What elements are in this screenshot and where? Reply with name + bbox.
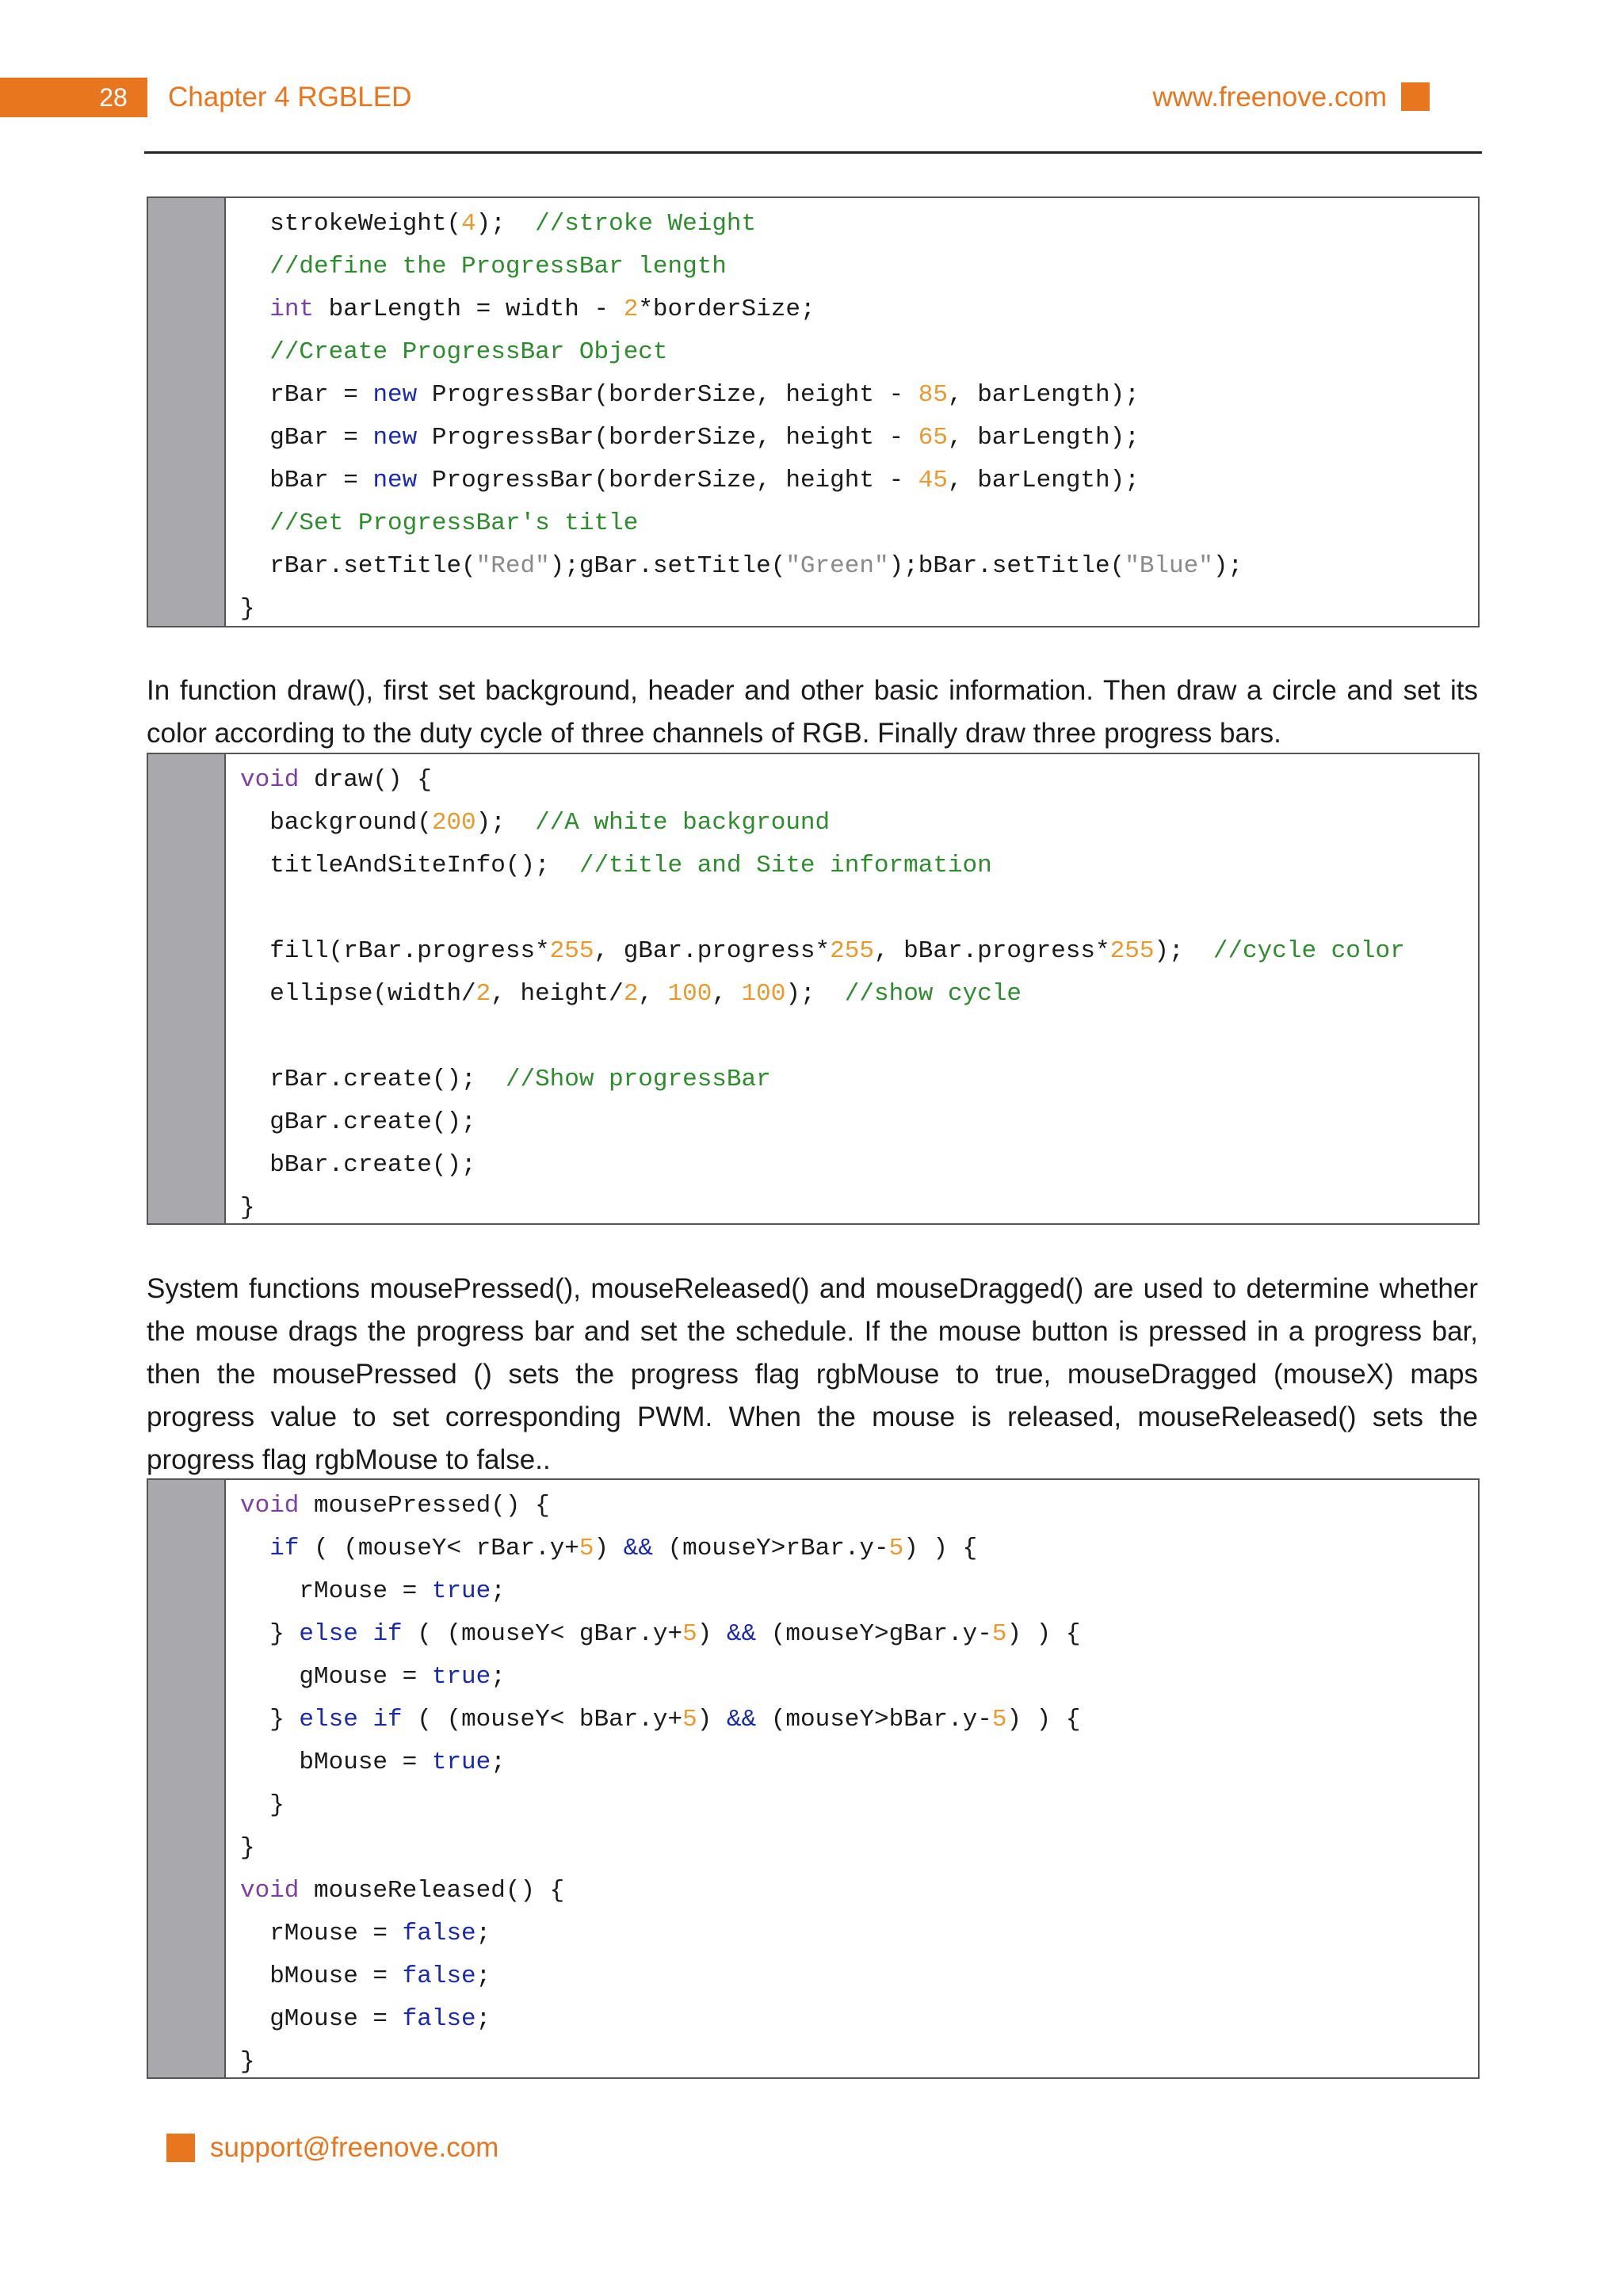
code-token: gBar.create(); [240,1108,476,1136]
code-line [240,502,1470,545]
code-token: 5 [991,1706,1007,1733]
code-token: true [431,1577,491,1605]
code-token: 5 [888,1535,904,1562]
code-token: 5 [579,1535,594,1562]
code-token: ) [697,1620,727,1648]
code-token: void [240,1877,300,1905]
code-gutter [148,198,226,626]
code-token: new [372,424,418,452]
code-lines [240,759,1470,1230]
code-token: (mouseY>gBar.y- [756,1620,992,1648]
code-token: ( [446,210,462,238]
code-token: 65 [918,424,948,452]
code-line [240,1570,1470,1613]
code-lines [240,1485,1470,2084]
code-line [240,417,1470,460]
code-token: ; [475,2005,491,2033]
site-link[interactable]: www.freenove.com [1152,82,1387,113]
code-token: 255 [830,937,874,965]
code-line [240,1656,1470,1699]
code-line [240,374,1470,417]
code-token: && [726,1620,757,1648]
code-token: ) ) { [1006,1706,1081,1733]
site-square-icon [1401,82,1430,111]
code-token: ellipse(width/ [240,980,476,1008]
code-token: mouseReleased() { [299,1877,565,1905]
code-token: 255 [1109,937,1155,965]
paragraph-mouse: System functions mousePressed(), mouseReleased() and mouseDragged() are used to determine whether the mouse drags the progress bar and set the schedule. If the mouse button is pressed in a progress bar, then the mousePressed () sets the progress flag rgbMouse to true, mouseDragged (mouseX) maps progress value to set corresponding PWM. When the mouse is released, mouseReleased() sets the progress flag rgbMouse to false.. [147,1273,1478,1475]
code-token: //show cycle [844,980,1022,1008]
code-token: //A white background [535,809,831,837]
code-token: titleAndSiteInfo(); [240,852,579,879]
code-token [240,1535,269,1562]
code-token: barLength = width - [314,296,624,323]
code-token: , barLength); [948,424,1140,452]
code-block-mouse [147,1478,1480,2079]
code-token: if [372,1620,403,1648]
code-token: bBar.create(); [240,1151,476,1179]
code-token: = [343,424,373,452]
code-token: gMouse = [240,2005,403,2033]
code-token: 85 [918,381,948,409]
code-line [240,1058,1470,1101]
code-token [240,338,269,366]
code-token: ProgressBar(borderSize, height - [417,381,918,409]
code-token: //Create ProgressBar Object [269,338,668,366]
code-token: bMouse = [240,1962,403,1990]
code-token: rMouse = [240,1920,403,1947]
code-token: draw() { [299,766,432,794]
code-token: 5 [991,1620,1007,1648]
code-token: *borderSize; [638,296,815,323]
code-token: } [240,2048,255,2076]
code-token: , gBar.progress* [594,937,831,965]
code-token: 5 [682,1706,697,1733]
code-line [240,1016,1470,1058]
support-email-link[interactable]: support@freenove.com [210,2132,499,2163]
code-token: ; [475,1920,491,1947]
code-token: //title and Site information [579,852,992,879]
code-gutter [148,1480,226,2077]
code-token: gBar [240,424,344,452]
code-token: ( (mouseY< bBar.y+ [402,1706,683,1733]
code-token: ) ) { [1006,1620,1081,1648]
code-token: ) [697,1706,727,1733]
code-token: "Blue" [1125,552,1213,580]
code-token: ProgressBar(borderSize, height - [417,424,918,452]
code-line [240,588,1470,631]
code-token: 5 [682,1620,697,1648]
code-line [240,1913,1470,1955]
code-token: = [343,381,373,409]
code-block-draw [147,753,1480,1225]
code-token: rBar [240,381,344,409]
code-line [240,845,1470,887]
code-line [240,802,1470,845]
paragraph-draw: In function draw(), first set background, header and other basic information. Then draw a circle and set its color according to the duty cycle of three channels of RGB. Finally draw three progress bars. [147,675,1478,749]
code-line [240,1527,1470,1570]
code-token: "Green" [785,552,889,580]
code-line [240,973,1470,1016]
code-token: } [240,1194,255,1222]
code-token: && [623,1535,653,1562]
code-token: ) [594,1535,624,1562]
code-token: mousePressed() { [299,1492,550,1520]
code-token: 255 [549,937,594,965]
code-token: 2 [623,296,639,323]
code-token: //Show progressBar [505,1066,771,1093]
code-token: , [638,980,668,1008]
code-token: ) ) { [903,1535,978,1562]
code-token: ); [1154,937,1213,965]
code-token: ); [475,210,536,238]
code-token: //cycle color [1212,937,1405,965]
code-line [240,759,1470,802]
code-token: , height/ [491,980,624,1008]
code-token: && [726,1706,757,1733]
code-token: 4 [461,210,476,238]
code-token: bBar [240,467,344,494]
code-line [240,246,1470,288]
code-token: , barLength); [948,467,1140,494]
code-line [240,1613,1470,1656]
code-token: ); [785,980,845,1008]
code-token: true [431,1749,491,1776]
code-token: ; [491,1663,506,1691]
code-token [240,509,269,537]
code-line [240,1955,1470,1998]
code-token: ( (mouseY< gBar.y+ [402,1620,683,1648]
header-divider [144,151,1482,154]
code-token: int [269,296,315,323]
code-line [240,1101,1470,1144]
code-token: rMouse = [240,1577,432,1605]
code-token: 100 [667,980,712,1008]
code-token: = [343,467,373,494]
code-token: 2 [623,980,639,1008]
code-token: 100 [741,980,786,1008]
code-token: ; [491,1577,506,1605]
code-line [240,1144,1470,1187]
code-token: void [240,1492,300,1520]
code-token: rBar.setTitle( [240,552,476,580]
code-token: } [240,1791,285,1819]
code-line [240,887,1470,930]
code-token: //stroke Weight [535,210,757,238]
code-line [240,1784,1470,1827]
code-token: fill(rBar.progress* [240,937,550,965]
code-token: ); [1212,552,1243,580]
code-token [240,253,269,280]
code-token: bMouse = [240,1749,432,1776]
code-lines [240,203,1470,631]
code-token: );bBar.setTitle( [888,552,1125,580]
code-token: } [240,1834,255,1862]
code-token: , [712,980,742,1008]
code-token: false [402,1962,476,1990]
code-token: ; [491,1749,506,1776]
code-token: ProgressBar(borderSize, height - [417,467,918,494]
code-token: , bBar.progress* [873,937,1110,965]
code-token: if [269,1535,300,1562]
code-token: else [299,1706,358,1733]
code-token [240,296,269,323]
code-token: );gBar.setTitle( [549,552,786,580]
code-token: strokeWeight [240,210,447,238]
code-line [240,1187,1470,1230]
code-token: void [240,766,300,794]
code-token: 45 [918,467,948,494]
code-line [240,203,1470,246]
code-line [240,460,1470,502]
code-token: if [372,1706,403,1733]
code-line [240,1827,1470,1870]
code-token: 2 [475,980,491,1008]
code-token: new [372,381,418,409]
code-token: new [372,467,418,494]
code-line [240,1870,1470,1913]
code-token: } [240,1620,300,1648]
code-line [240,1741,1470,1784]
code-token [358,1620,373,1648]
code-line [240,545,1470,588]
code-token: //define the ProgressBar length [269,253,727,280]
code-token: gMouse = [240,1663,432,1691]
code-line [240,1485,1470,1527]
code-gutter [148,754,226,1223]
code-token: false [402,1920,476,1947]
code-token: (mouseY>rBar.y- [652,1535,889,1562]
code-token: ; [475,1962,491,1990]
chapter-title: Chapter 4 RGBLED [168,82,412,113]
code-token: //Set ProgressBar's title [269,509,639,537]
code-token: } [240,595,255,623]
code-block-setup [147,196,1480,627]
code-line [240,288,1470,331]
code-token [358,1706,373,1733]
code-token: } [240,1706,300,1733]
code-token: false [402,2005,476,2033]
code-token: 200 [431,809,476,837]
code-token: , barLength); [948,381,1140,409]
code-token: background( [240,809,432,837]
code-line [240,1699,1470,1741]
code-token: ( (mouseY< rBar.y+ [299,1535,579,1562]
page-number: 28 [99,83,128,112]
code-token: "Red" [475,552,550,580]
code-token: ); [475,809,536,837]
code-token: else [299,1620,358,1648]
code-line [240,331,1470,374]
code-token: rBar.create(); [240,1066,506,1093]
code-line [240,2041,1470,2084]
code-line [240,930,1470,973]
footer-square-icon [166,2134,195,2162]
code-line [240,1998,1470,2041]
code-token: true [431,1663,491,1691]
code-token: (mouseY>bBar.y- [756,1706,992,1733]
